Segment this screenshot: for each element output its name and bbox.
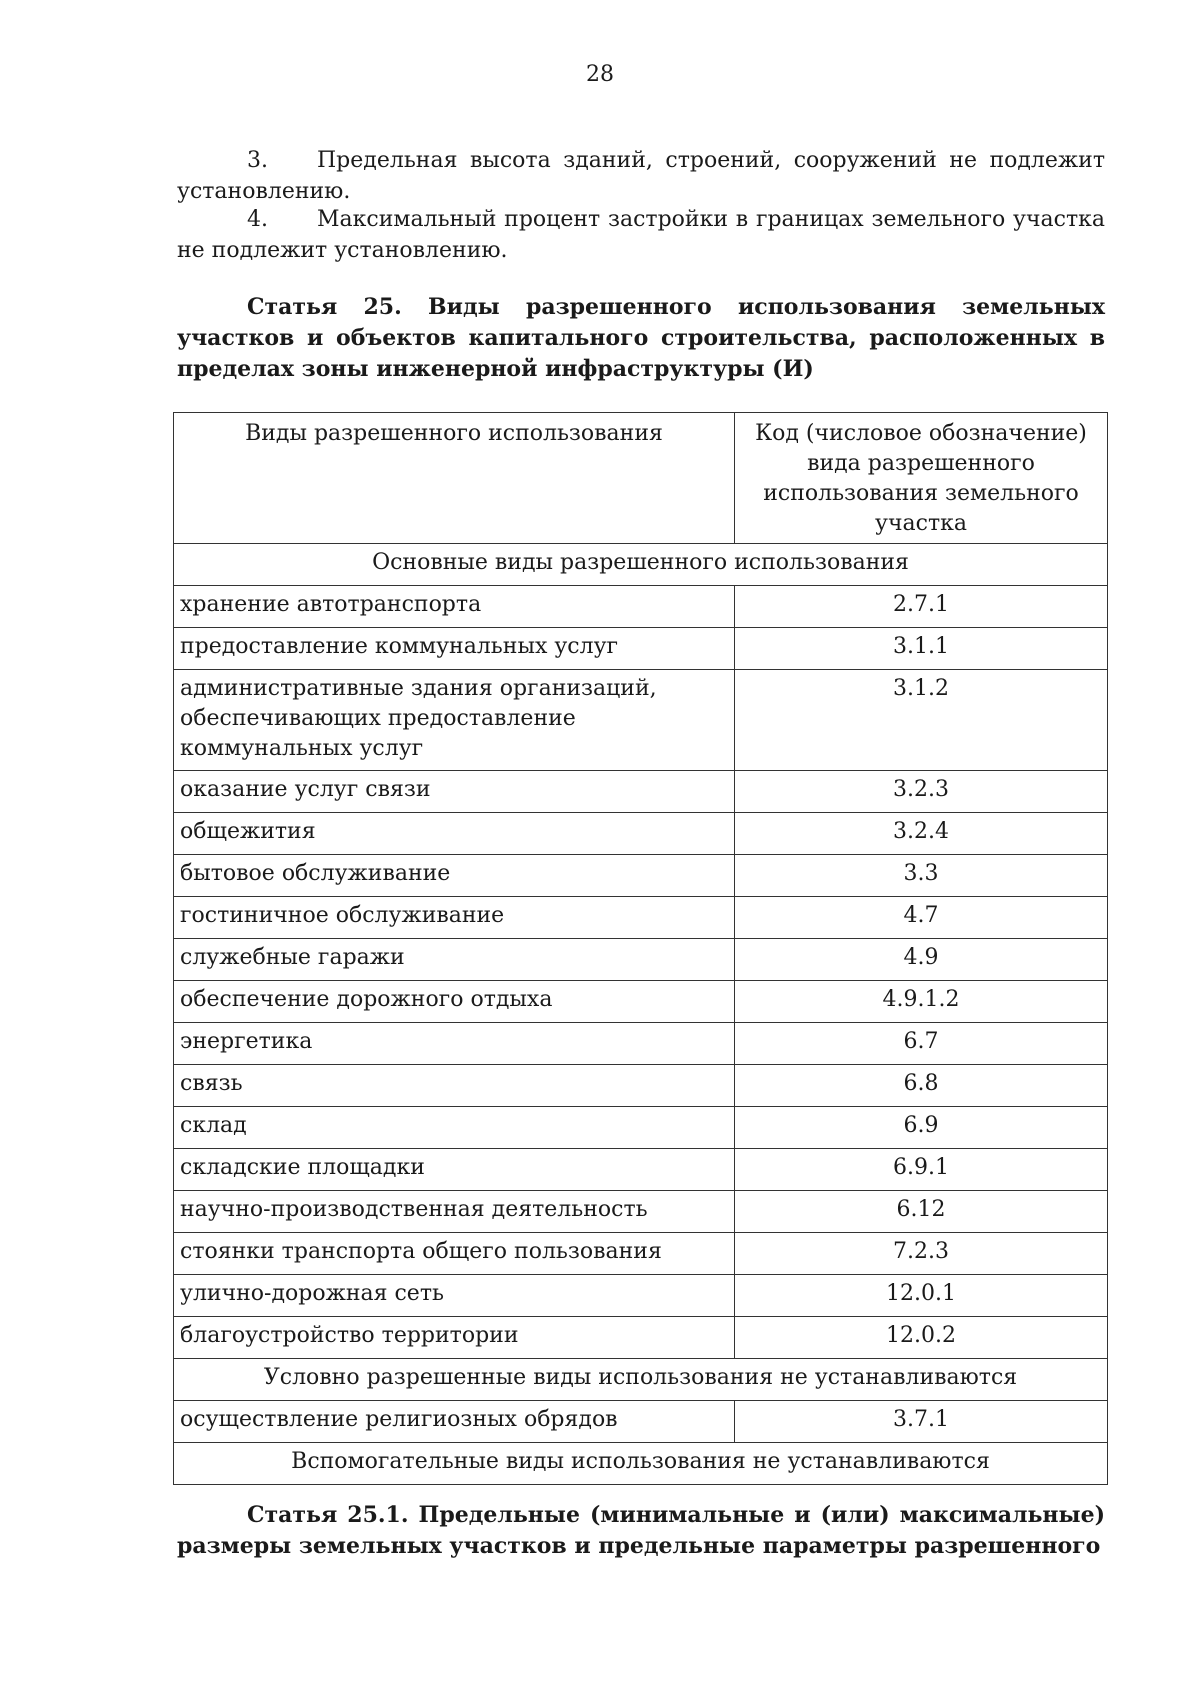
table-row bbox=[174, 670, 1108, 771]
use-code: 3.2.3 bbox=[735, 771, 1108, 813]
table-row bbox=[174, 771, 1108, 813]
table-row bbox=[174, 813, 1108, 855]
header-code: Код (числовое обозначение) вида разрешенного использования земельного участка bbox=[735, 413, 1108, 544]
article-25-1-heading bbox=[177, 1500, 1105, 1562]
use-name: хранение автотранспорта bbox=[174, 586, 735, 628]
paragraph-4-text: Максимальный процент застройки в границах земельного участка не подлежит установлению. bbox=[177, 207, 1105, 263]
use-code: 3.7.1 bbox=[735, 1401, 1108, 1443]
table-row bbox=[174, 1065, 1108, 1107]
section-conditional-heading: Условно разрешенные виды использования не устанавливаются bbox=[174, 1359, 1108, 1401]
section-main-row bbox=[174, 544, 1108, 586]
use-name: склад bbox=[174, 1107, 735, 1149]
table-row bbox=[174, 1275, 1108, 1317]
main-rows bbox=[174, 586, 1108, 1359]
use-name: энергетика bbox=[174, 1023, 735, 1065]
article-25-title: Статья 25. Виды разрешенного использования земельных участков и объектов капитального строительства, расположенных в пределах зоны инженерной инфраструктуры (И) bbox=[177, 294, 1105, 382]
use-code: 7.2.3 bbox=[735, 1233, 1108, 1275]
table-row bbox=[174, 1107, 1108, 1149]
section-main-heading: Основные виды разрешенного использования bbox=[174, 544, 1108, 586]
table-row bbox=[174, 939, 1108, 981]
use-code: 12.0.1 bbox=[735, 1275, 1108, 1317]
table-row bbox=[174, 1191, 1108, 1233]
use-name: бытовое обслуживание bbox=[174, 855, 735, 897]
table-row bbox=[174, 1317, 1108, 1359]
page-number: 28 bbox=[586, 62, 614, 87]
table-row bbox=[174, 1023, 1108, 1065]
use-code: 4.7 bbox=[735, 897, 1108, 939]
use-name: складские площадки bbox=[174, 1149, 735, 1191]
use-code: 6.12 bbox=[735, 1191, 1108, 1233]
table-row bbox=[174, 1149, 1108, 1191]
use-code: 6.8 bbox=[735, 1065, 1108, 1107]
use-name: служебные гаражи bbox=[174, 939, 735, 981]
paragraph-3 bbox=[177, 145, 1105, 207]
paragraph-4 bbox=[177, 204, 1105, 266]
use-code: 6.7 bbox=[735, 1023, 1108, 1065]
table-row bbox=[174, 1401, 1108, 1443]
use-code: 12.0.2 bbox=[735, 1317, 1108, 1359]
use-code: 4.9.1.2 bbox=[735, 981, 1108, 1023]
use-code: 6.9 bbox=[735, 1107, 1108, 1149]
use-name: благоустройство территории bbox=[174, 1317, 735, 1359]
use-name: осуществление религиозных обрядов bbox=[174, 1401, 735, 1443]
use-code: 3.2.4 bbox=[735, 813, 1108, 855]
paragraph-3-text: Предельная высота зданий, строений, сооружений не подлежит установлению. bbox=[177, 148, 1105, 204]
use-name: гостиничное обслуживание bbox=[174, 897, 735, 939]
use-name: стоянки транспорта общего пользования bbox=[174, 1233, 735, 1275]
paragraph-3-number: 3. bbox=[247, 148, 268, 173]
use-code: 3.3 bbox=[735, 855, 1108, 897]
section-auxiliary-row bbox=[174, 1443, 1108, 1485]
use-name: административные здания организаций, обеспечивающих предоставление коммунальных услуг bbox=[174, 670, 735, 771]
table-row bbox=[174, 897, 1108, 939]
table-row bbox=[174, 1233, 1108, 1275]
article-25-1-title: Статья 25.1. Предельные (минимальные и (или) максимальные) размеры земельных участков и предельные параметры разрешенного bbox=[177, 1502, 1105, 1559]
use-name: оказание услуг связи bbox=[174, 771, 735, 813]
use-name: научно-производственная деятельность bbox=[174, 1191, 735, 1233]
use-code: 6.9.1 bbox=[735, 1149, 1108, 1191]
use-code: 3.1.2 bbox=[735, 670, 1108, 771]
article-25-heading bbox=[177, 292, 1105, 385]
use-name: предоставление коммунальных услуг bbox=[174, 628, 735, 670]
table-row bbox=[174, 855, 1108, 897]
table-row bbox=[174, 628, 1108, 670]
section-auxiliary-heading: Вспомогательные виды использования не устанавливаются bbox=[174, 1443, 1108, 1485]
use-name: общежития bbox=[174, 813, 735, 855]
use-code: 2.7.1 bbox=[735, 586, 1108, 628]
use-name: улично-дорожная сеть bbox=[174, 1275, 735, 1317]
use-code: 3.1.1 bbox=[735, 628, 1108, 670]
table-header-row bbox=[174, 413, 1108, 544]
use-name: связь bbox=[174, 1065, 735, 1107]
use-name: обеспечение дорожного отдыха bbox=[174, 981, 735, 1023]
header-uses: Виды разрешенного использования bbox=[174, 413, 735, 544]
use-code: 4.9 bbox=[735, 939, 1108, 981]
table-row bbox=[174, 586, 1108, 628]
section-conditional-row bbox=[174, 1359, 1108, 1401]
paragraph-4-number: 4. bbox=[247, 207, 268, 232]
table-row bbox=[174, 981, 1108, 1023]
permitted-uses-table bbox=[173, 412, 1108, 1485]
